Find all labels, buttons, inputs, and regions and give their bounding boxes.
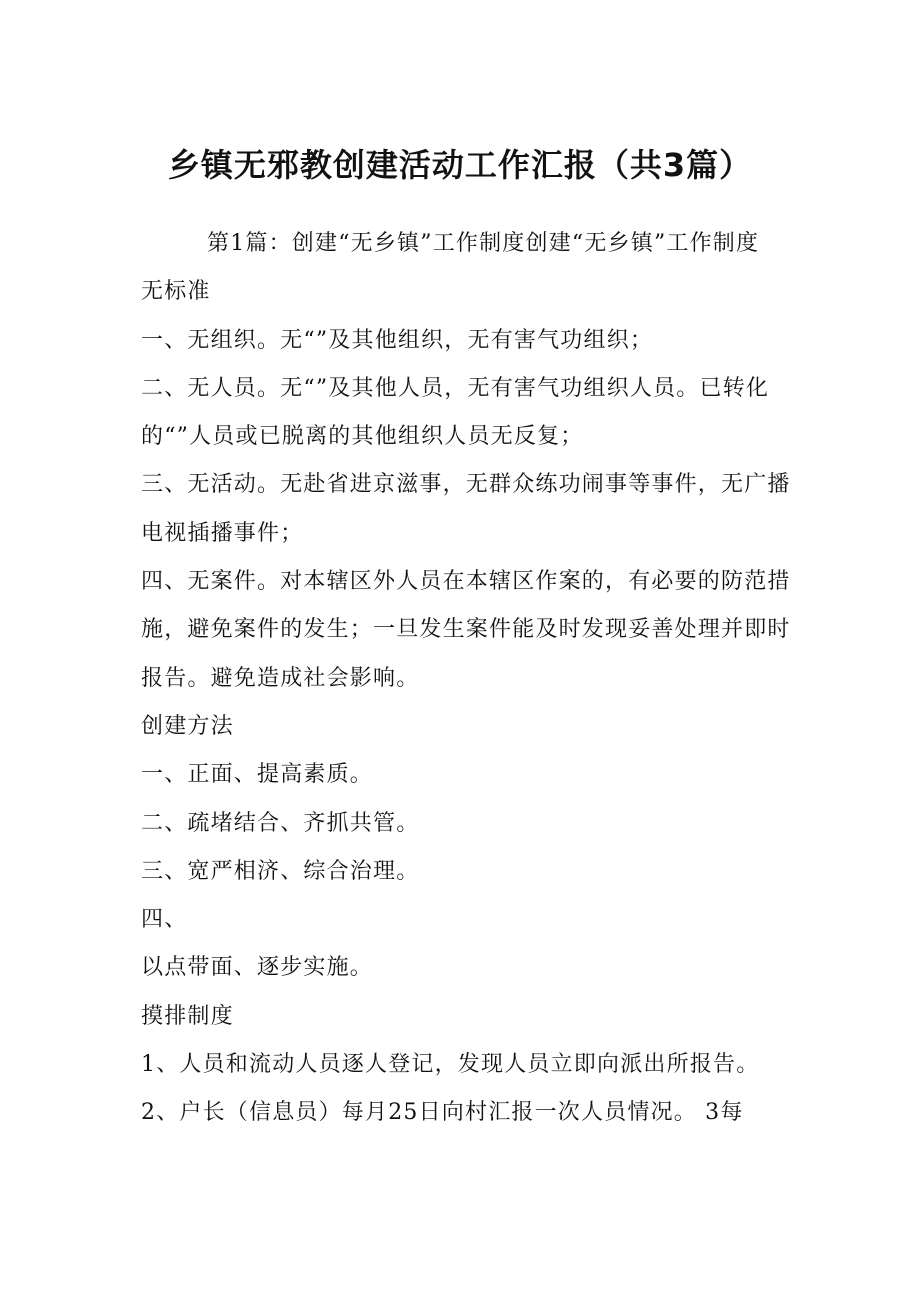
paragraph-section-method: 创建方法 xyxy=(141,713,234,739)
paragraph-method-4-label: 四、 xyxy=(141,907,188,933)
paragraph-standard-2: 二、无人员。无“”及其他人员，无有害气功组织人员。已转化的“”人员或已脱离的其他组织人员无反复； xyxy=(141,375,770,450)
paragraph-survey-1: 1、人员和流动人员逐人登记，发现人员立即向派出所报告。 xyxy=(141,1052,760,1078)
paragraph-method-2: 二、疏堵结合、齐抓共管。 xyxy=(141,810,420,836)
paragraph-section-survey: 摸排制度 xyxy=(141,1003,234,1029)
paragraph-method-4: 以点带面、逐步实施。 xyxy=(141,955,374,981)
paragraph-standard-4: 四、无案件。对本辖区外人员在本辖区作案的，有必要的防范措施，避免案件的发生；一旦发生案件能及时发现妥善处理并即时报告。避免造成社会影响。 xyxy=(141,569,791,691)
paragraph-chapter-heading: 第1篇：创建“无乡镇”工作制度创建“无乡镇”工作制度 xyxy=(207,231,760,256)
paragraph-method-3: 三、宽严相济、综合治理。 xyxy=(141,858,420,884)
document-title: 乡镇无邪教创建活动工作汇报（共3篇） xyxy=(167,146,753,184)
paragraph-section-standard: 无标准 xyxy=(141,279,211,305)
document-body xyxy=(141,220,791,1138)
paragraph-method-1: 一、正面、提高素质。 xyxy=(141,762,374,788)
paragraph-standard-3: 三、无活动。无赴省进京滋事，无群众练功闹事等事件，无广播电视插播事件； xyxy=(141,472,791,546)
paragraph-standard-1: 一、无组织。无“”及其他组织，无有害气功组织； xyxy=(141,327,654,353)
paragraph-survey-2: 2、户长（信息员）每月25日向村汇报一次人员情况。 3每 xyxy=(141,1100,744,1126)
